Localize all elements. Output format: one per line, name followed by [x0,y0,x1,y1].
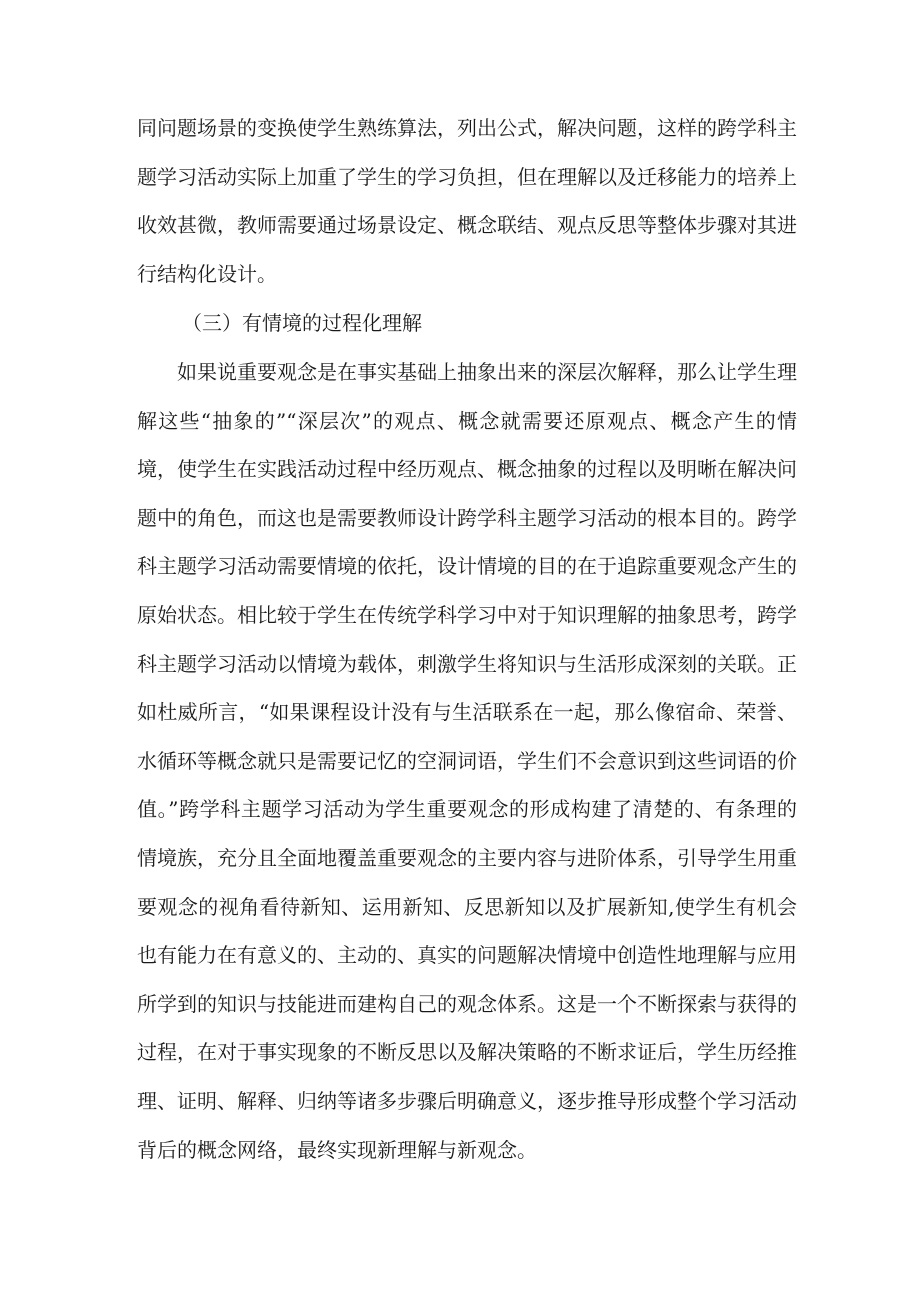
section-heading: （三）有情境的过程化理解 [182,311,422,335]
paragraph-text: 如果说重要观念是在事实基础上抽象出来的深层次解释，那么让学生理解这些“抽象的”“深层次”的观点、概念就需要还原观点、概念产生的情境，使学生在实践活动过程中经历观点、概念抽象的过程以及明晰在解决问题中的角色，而这也是需要教师设计跨学科主题学习活动的根本目的。跨学科主题学习活动需要情境的依托，设计情境的目的在于追踪重要观念产生的原始状态。相比较于学生在传统学科学习中对于知识理解的抽象思考，跨学科主题学习活动以情境为载体，刺激学生将知识与生活形成深刻的关联。正如杜威所言，“如果课程设计没有与生活联系在一起，那么像宿命、荣誉、水循环等概念就只是需要记忆的空洞词语，学生们不会意识到这些词语的价值。”跨学科主题学习活动为学生重要观念的形成构建了清楚的、有条理的情境族，充分且全面地覆盖重要观念的主要内容与进阶体系，引导学生用重要观念的视角看待新知、运用新知、反思新知以及扩展新知,使学生有机会也有能力在有意义的、主动的、真实的问题解决情境中创造性地理解与应用所学到的知识与技能进而建构自己的观念体系。这是一个不断探索与获得的过程，在对于事实现象的不断反思以及解决策略的不断求证后，学生历经推理、证明、解释、归纳等诸多步骤后明确意义，逐步推导形成整个学习活动背后的概念网络，最终实现新理解与新观念。 [137,360,797,1162]
body-paragraph [137,348,797,1174]
paragraph-text: 同问题场景的变换使学生熟练算法，列出公式，解决问题，这样的跨学科主题学习活动实际上加重了学生的学习负担，但在理解以及迁移能力的培养上收效甚微，教师需要通过场景设定、概念联结、观点反思等整体步骤对其进行结构化设计。 [137,116,797,286]
continued-paragraph [137,104,797,298]
